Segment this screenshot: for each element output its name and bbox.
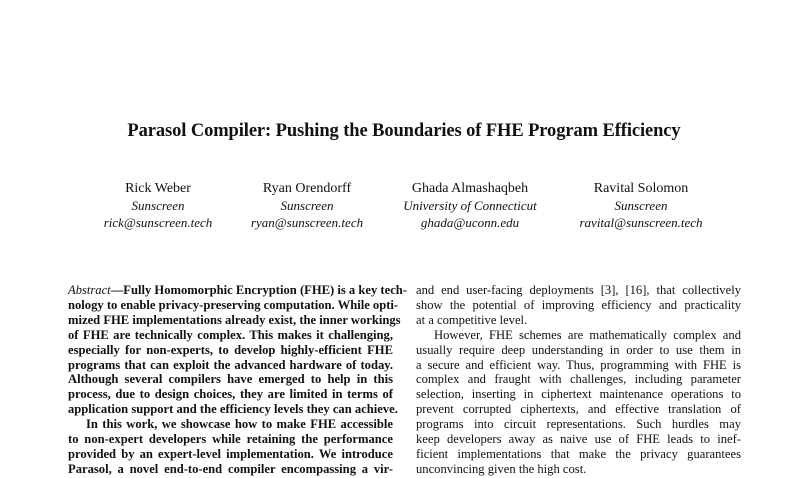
abstract-paragraph (68, 283, 407, 417)
text-line: Although several compilers have emerged to help in this (68, 372, 393, 387)
text-line: prevent corrupted ciphertexts, and effective translation of (416, 402, 741, 417)
text-line: of FHE are technically complex. This makes it challenging, (68, 327, 393, 342)
author-block (217, 180, 397, 231)
author-name: Ryan Orendorff (262, 181, 352, 196)
body-paragraph (416, 283, 741, 328)
abstract-column (68, 283, 407, 477)
abstract-label: Abstract (68, 283, 111, 297)
body-paragraph (416, 328, 741, 477)
text-line: to non-expert developers while retaining the performance (68, 432, 393, 447)
text-line: selection, inserting in ciphertext maintenance operations to (416, 387, 741, 402)
text-line: especially for non-experts, to develop highly-efficient FHE (68, 342, 393, 357)
text-line: However, FHE schemes are mathematically complex and (434, 327, 741, 342)
abstract-paragraph (68, 417, 393, 477)
text-line: nology to enable privacy-preserving computation. While opti- (68, 297, 399, 312)
text-line: keep developers away as naive use of FHE leads to inef- (416, 432, 741, 447)
author-email: ryan@sunscreen.tech (250, 215, 364, 230)
text-line: Parasol, a novel end-to-end compiler encompassing a vir- (68, 461, 393, 476)
author-affiliation: Sunscreen (280, 198, 334, 213)
text-line: show the potential of improving efficiency and practicality (416, 297, 741, 312)
author-name: Ravital Solomon (593, 181, 689, 196)
author-name: Ghada Almashaqbeh (411, 181, 529, 196)
text-line-content: —Fully Homomorphic Encryption (FHE) is a key tech- (110, 283, 407, 297)
author-affiliation: University of Connecticut (403, 198, 537, 213)
text-line: process, due to design choices, they are limited in terms of (68, 387, 393, 402)
text-line: application support and the efficiency levels they can achieve. (68, 402, 398, 417)
author-block (551, 180, 731, 231)
paper-title: Parasol Compiler: Pushing the Boundaries of FHE Program Efficiency (127, 121, 681, 141)
text-line: unconvincing given the high cost. (416, 461, 587, 476)
text-line: mized FHE implementations already exist, the inner workings (68, 312, 401, 327)
text-line: and end user-facing deployments [3], [16], that collectively (416, 283, 741, 297)
text-line: programs into circuit representations. Such hurdles may (416, 417, 741, 432)
text-line: In this work, we showcase how to make FHE accessible (86, 417, 393, 432)
body-column (416, 283, 741, 477)
author-email: rick@sunscreen.tech (103, 215, 213, 230)
author-affiliation: Sunscreen (131, 198, 185, 213)
author-email: ravital@sunscreen.tech (579, 215, 703, 230)
text-line: at a competitive level. (416, 312, 528, 327)
author-email: ghada@uconn.edu (420, 215, 520, 230)
text-line: complex and fraught with challenges, including parameter (416, 372, 741, 387)
text-line: ficient implementations that make the privacy guarantees (416, 446, 741, 461)
author-block (380, 180, 560, 231)
text-line (68, 283, 407, 298)
author-affiliation: Sunscreen (614, 198, 668, 213)
text-line: a secure and efficient way. Thus, programming with FHE is (416, 357, 741, 372)
author-name: Rick Weber (125, 181, 191, 196)
text-line: programs that can exploit the advanced hardware of today. (68, 357, 393, 372)
text-line: usually require deep understanding in order to use them in (416, 342, 741, 357)
text-line: provided by an expert-level implementation. We introduce (68, 446, 393, 461)
